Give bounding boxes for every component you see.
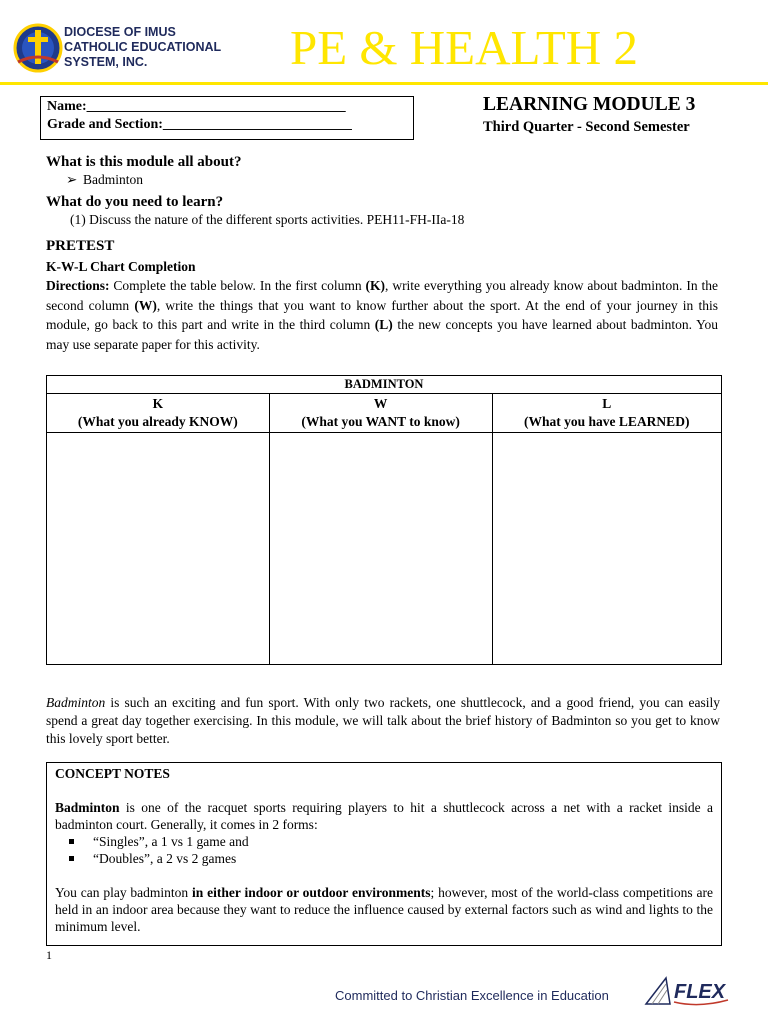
column-w-letter: W	[373, 396, 388, 411]
directions-text-2: , write everything you already know about badminton. In the second column	[46, 278, 719, 313]
concept-notes-box	[46, 762, 722, 946]
column-l-letter: L	[602, 396, 612, 411]
kwl-subheading: K-W-L Chart Completion	[46, 259, 196, 274]
kwl-column-l	[492, 394, 722, 433]
learn-item: (1) Discuss the nature of the different sports activities. PEH11-FH-IIa-18	[70, 212, 465, 227]
flex-logo	[644, 974, 730, 1008]
kwl-table-title: BADMINTON	[47, 376, 722, 394]
forms-list	[55, 833, 713, 867]
org-line-2: CATHOLIC EDUCATIONAL	[64, 40, 222, 54]
square-bullet-icon	[69, 839, 74, 844]
column-w-desc: (What you WANT to know)	[301, 414, 460, 429]
directions-label: Directions:	[46, 278, 110, 293]
concept-p2-bold: in either indoor or outdoor environments	[192, 885, 431, 900]
intro-text: is such an exciting and fun sport. With only two rackets, one shuttlecock, and a good friend, you can easily spend a great day together exercising. In this module, we will talk about the brief history of Badminton so you get to know this lovely sport better.	[46, 695, 720, 746]
page-number: 1	[46, 948, 52, 962]
concept-paragraph-2	[55, 884, 713, 935]
concept-p2-b: ; however, most of the world-class competitions are held in an indoor area because they want to reduce the influence caused by external factors such as wind and lights to the minimum level.	[55, 885, 713, 934]
header-divider	[0, 82, 768, 85]
kwl-cell-k[interactable]	[47, 433, 270, 665]
about-bullet-icon: ➢	[66, 172, 78, 187]
name-field[interactable]: Name:_____________________________________	[47, 99, 346, 114]
kwl-cell-w[interactable]	[269, 433, 492, 665]
module-subtitle: Third Quarter - Second Semester	[483, 119, 690, 135]
kwl-column-w	[269, 394, 492, 433]
subject-title: PE & HEALTH 2	[290, 20, 639, 75]
pretest-heading: PRETEST	[46, 238, 115, 254]
directions-k: (K)	[365, 278, 386, 293]
concept-paragraph-1	[55, 799, 713, 833]
concept-heading: CONCEPT NOTES	[55, 766, 170, 781]
column-k-desc: (What you already KNOW)	[77, 414, 238, 429]
module-title: LEARNING MODULE 3	[483, 94, 696, 115]
intro-paragraph	[46, 694, 720, 748]
kwl-chart-table	[46, 375, 722, 665]
grade-section-field[interactable]: Grade and Section:___________________________	[47, 117, 352, 132]
flex-logo-text: FLEX	[674, 981, 726, 1003]
organization-name	[64, 25, 221, 70]
kwl-column-k	[47, 394, 270, 433]
directions-text-3: , write the things that you want to know further about the sport. At the end of your journey in this module, go back to this part and write in the third column	[46, 297, 718, 332]
concept-p1-text: is one of the racquet sports requiring players to hit a shuttlecock across a net with a racket inside a badminton court. Generally, it comes in 2 forms:	[55, 800, 713, 832]
directions-l: (L)	[374, 317, 393, 332]
directions-text-1: Complete the table below. In the first column	[109, 278, 366, 293]
concept-p2-a: You can play badminton	[55, 885, 193, 900]
kwl-cell-l[interactable]	[492, 433, 722, 665]
student-info-box	[40, 96, 414, 140]
list-item	[93, 850, 713, 867]
directions-text-4: the new concepts you have learned about badminton. You may use separate paper for this activity.	[46, 317, 718, 352]
learn-heading: What do you need to learn?	[46, 194, 224, 210]
directions-paragraph	[46, 276, 718, 354]
list-item-text: “Doubles”, a 2 vs 2 games	[93, 851, 237, 866]
intro-italic-word: Badminton	[46, 695, 106, 710]
concept-p1-bold: Badminton	[55, 800, 120, 815]
list-item-text: “Singles”, a 1 vs 1 game and	[93, 834, 249, 849]
column-l-desc: (What you have LEARNED)	[524, 414, 690, 429]
list-item	[93, 833, 713, 850]
org-line-3: SYSTEM, INC.	[64, 55, 148, 69]
column-k-letter: K	[152, 396, 164, 411]
org-line-1: DIOCESE OF IMUS	[64, 25, 176, 39]
footer-motto: Committed to Christian Excellence in Education	[335, 988, 609, 1003]
square-bullet-icon	[69, 856, 74, 861]
directions-w: (W)	[134, 297, 157, 313]
about-heading: What is this module all about?	[46, 154, 242, 170]
about-item: Badminton	[83, 172, 143, 187]
diocese-logo	[12, 22, 64, 74]
